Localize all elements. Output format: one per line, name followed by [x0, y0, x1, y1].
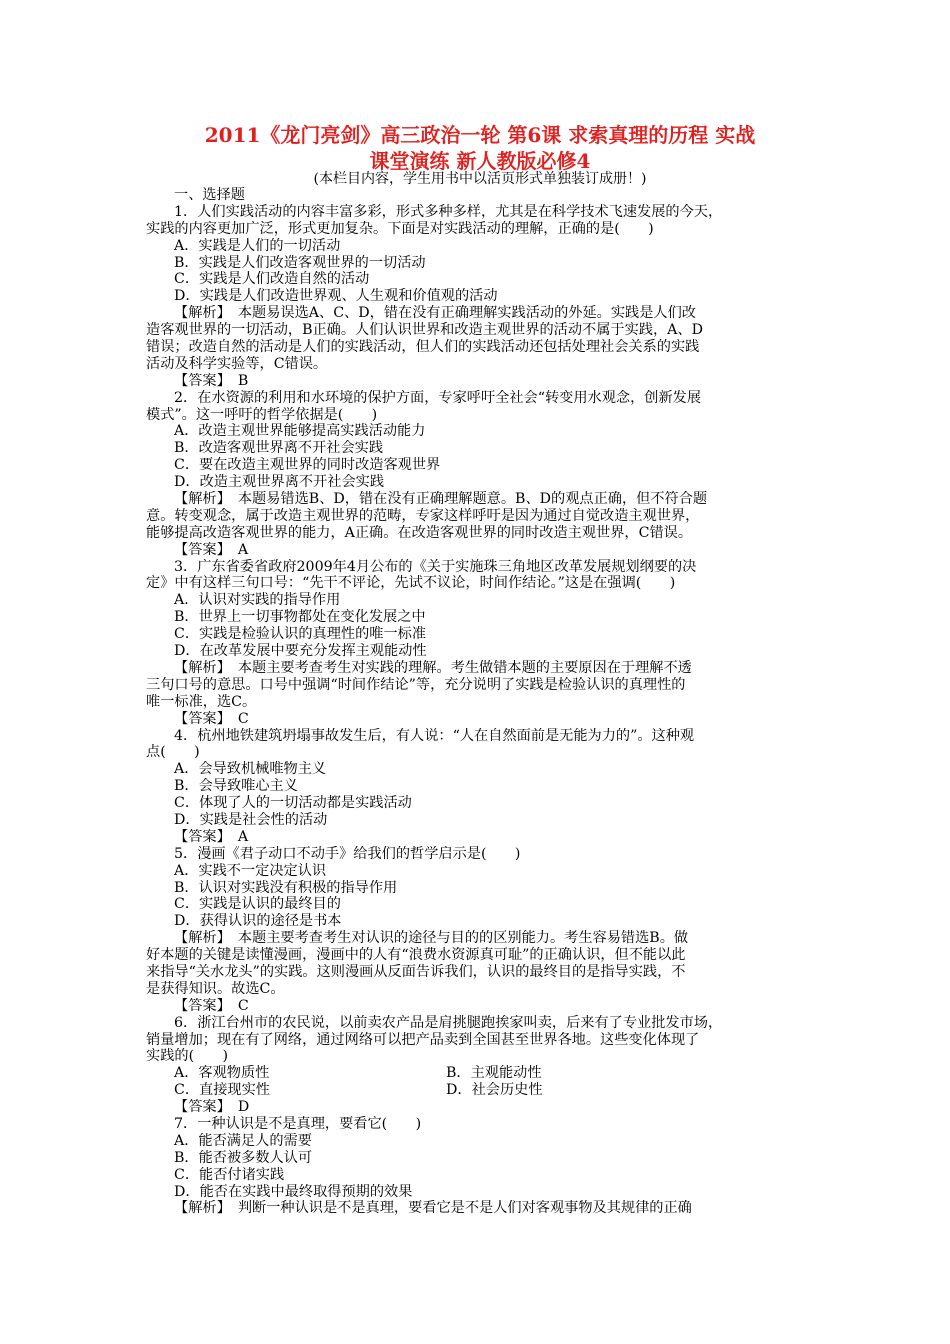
text-line: 【答案】 B [174, 372, 249, 389]
text-line: 【解析】 本题主要考查考生对认识的途径与目的的区别能力。考生容易错选B。做 [174, 930, 689, 947]
text-line: A．能否满足人的需要 [174, 1132, 312, 1149]
document-body [146, 187, 810, 1217]
text-line: 6．浙江台州市的农民说，以前卖农产品是肩挑腿跑挨家叫卖，后来有了专业批发市场， [174, 1014, 723, 1031]
option-right: D．社会历史性 [446, 1082, 543, 1099]
text-line: 1．人们实践活动的内容丰富多彩，形式多种多样，尤其是在科学技术飞速发展的今天， [174, 203, 723, 220]
text-line: 三句口号的意思。口号中强调“时间作结论”等，充分说明了实践是检验认识的真理性的 [146, 676, 686, 693]
document-subtitle: (本栏目内容，学生用书中以活页形式单独装订成册！) [313, 171, 647, 187]
text-line: 活动及科学实验等，C错误。 [146, 355, 328, 372]
text-line: 意。转变观念，属于改造主观世界的范畴，专家这样呼吁是因为通过自觉改造主观世界， [146, 507, 700, 524]
option-left: C．直接现实性 [174, 1082, 270, 1099]
text-line: 4．杭州地铁建筑坍塌事故发生后，有人说：“人在自然面前是无能为力的”。这种观 [174, 727, 695, 744]
text-line: C．体现了人的一切活动都是实践活动 [174, 795, 412, 812]
text-line: 唯一标准，选C。 [146, 693, 257, 710]
text-line: A．实践不一定决定认识 [174, 862, 327, 879]
text-line: 错误；改造自然的活动是人们的实践活动，但人们的实践活动还包括处理社会关系的实践 [146, 339, 700, 356]
text-line: B．会导致唯心主义 [174, 778, 298, 795]
text-line: 好本题的关键是读懂漫画，漫画中的人有“浪费水资源真可耻”的正确认识，但不能以此 [146, 947, 686, 964]
text-line: 实践的内容更加广泛，形式更加复杂。下面是对实践活动的理解，正确的是( ) [146, 220, 654, 237]
text-line: 5．漫画《君子动口不动手》给我们的哲学启示是( ) [174, 845, 521, 862]
text-line: 【答案】 D [174, 1099, 250, 1116]
text-line: 3．广东省委省政府2009年4月公布的《关于实施珠三角地区改革发展规划纲要的决 [174, 558, 697, 575]
text-line: 【解析】 本题易错选B、D，错在没有正确理解题意。B、D的观点正确，但不符合题 [174, 491, 708, 508]
text-line: A．会导致机械唯物主义 [174, 761, 327, 778]
text-line: B．世界上一切事物都处在变化发展之中 [174, 609, 426, 626]
text-line: C．实践是人们改造自然的活动 [174, 271, 370, 288]
text-line [146, 1065, 810, 1082]
text-line: C．能否付诸实践 [174, 1166, 285, 1183]
text-line: 【答案】 C [174, 710, 249, 727]
text-line: 【解析】 判断一种认识是不是真理，要看它是不是人们对客观事物及其规律的正确 [174, 1200, 692, 1217]
text-line: 造客观世界的一切活动，B正确。人们认识世界和改造主观世界的活动不属于实践，A、D [146, 322, 703, 339]
text-line: C．实践是检验认识的真理性的唯一标准 [174, 626, 427, 643]
text-line: 定》中有这样三句口号：“先干不评论，先试不议论，时间作结论。”这是在强调( ) [146, 575, 676, 592]
text-line: D．能否在实践中最终取得预期的效果 [174, 1183, 413, 1200]
text-line: B．实践是人们改造客观世界的一切活动 [174, 254, 426, 271]
text-line: 是获得知识。故选C。 [146, 980, 285, 997]
text-line: 【解析】 本题主要考查考生对实践的理解。考生做错本题的主要原因在于理解不透 [174, 659, 692, 676]
text-line: D．在改革发展中要充分发挥主观能动性 [174, 643, 427, 660]
text-line: D．获得认识的途径是书本 [174, 913, 342, 930]
text-line: C．要在改造主观世界的同时改造客观世界 [174, 457, 441, 474]
option-right: B．主观能动性 [446, 1065, 542, 1082]
text-line: 7．一种认识是不是真理，要看它( ) [174, 1115, 422, 1132]
text-line: 模式”。这一呼吁的哲学依据是( ) [146, 406, 378, 423]
text-line: 【答案】 A [174, 541, 249, 558]
text-line: 能够提高改造客观世界的能力，A正确。在改造客观世界的同时改造主观世界，C错误。 [146, 524, 693, 541]
text-line: 销量增加；现在有了网络，通过网络可以把产品卖到全国甚至世界各地。这些变化体现了 [146, 1031, 700, 1048]
text-line: 【解析】 本题易误选A、C、D，错在没有正确理解实践活动的外延。实践是人们改 [174, 305, 696, 322]
text-line [146, 1082, 810, 1099]
text-line: A．改造主观世界能够提高实践活动能力 [174, 423, 426, 440]
text-line: 来指导“关水龙头”的实践。这则漫画从反面告诉我们，认识的最终目的是指导实践，不 [146, 963, 686, 980]
text-line: 2．在水资源的利用和水环境的保护方面，专家呼吁全社会“转变用水观念，创新发展 [174, 389, 702, 406]
title-line-2: 课堂演练 新人教版必修4 [369, 149, 591, 173]
option-left: A．客观物质性 [174, 1065, 270, 1082]
text-line: A．实践是人们的一切活动 [174, 237, 341, 254]
text-line: D．实践是人们改造世界观、人生观和价值观的活动 [174, 288, 498, 305]
title-line-1: 2011《龙门亮剑》高三政治一轮 第6课 求索真理的历程 实战 [204, 123, 756, 147]
section-heading: 一、选择题 [174, 187, 245, 203]
text-line: 实践的( ) [146, 1048, 229, 1065]
text-line: D．改造主观世界离不开社会实践 [174, 474, 385, 491]
text-line: D．实践是社会性的活动 [174, 811, 328, 828]
text-line: B．改造客观世界离不开社会实践 [174, 440, 384, 457]
text-line: C．实践是认识的最终目的 [174, 896, 341, 913]
text-line: B．能否被多数人认可 [174, 1149, 313, 1166]
text-line: A．认识对实践的指导作用 [174, 592, 341, 609]
document-title [120, 122, 840, 174]
text-line: 【答案】 A [174, 828, 249, 845]
text-line: B．认识对实践没有积极的指导作用 [174, 879, 398, 896]
text-line: 点( ) [146, 744, 200, 761]
text-line: 【答案】 C [174, 997, 249, 1014]
